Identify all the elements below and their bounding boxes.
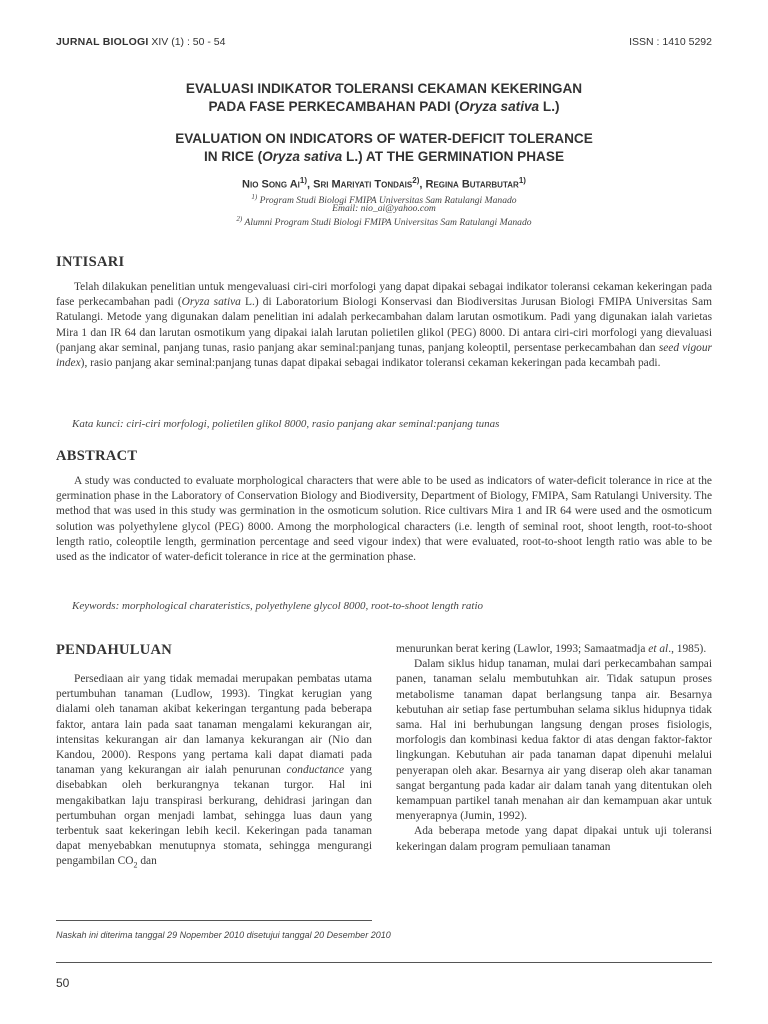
journal-name: JURNAL BIOLOGI <box>56 36 149 48</box>
intisari-text: Telah dilakukan penelitian untuk mengevaluasi ciri-ciri morfologi yang dapat dipakai sebagai indikator toleransi cekaman kekeringan pada fase perkecambahan padi (Oryza sativa L.) di Laboratorium Biologi Konservasi dan Biodiversitas Jurusan Biologi FMIPA Universitas Sam Ratulangi. Metode yang digunakan dalam penelitian ini adalah perkecambahan dalam larutan osmotikum. Padi yang digunakan ialah varietas Mira 1 dan IR 64 dan larutan osmotikum yang dipakai ialah larutan polietilen glikol (PEG) 8000. Di antara ciri-ciri morfologi yang dievaluasi (panjang akar seminal, panjang tunas, rasio panjang akar seminal:panjang tunas, panjang koleoptil, persentase perkecambahan dan seed vigour index), rasio panjang akar seminal:panjang tunas dapat dipakai sebagai indikator toleransi cekaman kekeringan pada kecambah padi. <box>56 281 712 370</box>
journal-volume: XIV (1) : 50 - 54 <box>151 36 226 48</box>
author-1: Nio Song Ai <box>242 178 300 191</box>
intro-right-column <box>396 642 712 855</box>
title-indonesian <box>56 80 712 116</box>
footnote-divider <box>56 920 372 921</box>
affiliation-2: $^{2)}$ Alumni Program Studi Biologi FMIPA Universitas Sam Ratulangi Manado <box>236 215 532 229</box>
page-number: 50 <box>56 976 70 990</box>
title-en-line2: IN RICE (Oryza sativa L.) AT THE GERMINATION PHASE <box>203 149 565 164</box>
title-en-line1: EVALUATION ON INDICATORS OF WATER-DEFICIT TOLERANCE <box>175 131 593 146</box>
title-id-line2: PADA FASE PERKECAMBAHAN PADI (Oryza sativa L.) <box>208 99 560 114</box>
author-3: Regina Butarbutar <box>425 178 519 191</box>
issn: ISSN : 1410 5292 <box>629 36 712 48</box>
author-2: Sri Mariyati Tondais <box>313 178 413 191</box>
abstract-heading: ABSTRACT <box>56 448 138 464</box>
author-email: Email: nio_ai@yahoo.com <box>332 203 436 214</box>
page-footer-divider <box>56 962 712 963</box>
intisari-keywords: Kata kunci: ciri-ciri morfologi, polietilen glikol 8000, rasio panjang akar seminal:panjang tunas <box>72 418 500 430</box>
abstract-text: A study was conducted to evaluate morphological characters that were able to be used as indicators of water-deficit tolerance in rice at the germination phase in the Laboratory of Conservation Biology and Biodiversity, Department of Biology, FMIPA, Sam Ratulangi University. The method that was used in this study was germination in the osmoticum solution. Rice cultivars Mira 1 and IR 64 were used and the osmoticum solution was polyethylene glycol (PEG) 8000. Among the morphological characters (i.e. length of seminal root, shoot length, root-to-shoot length ratio, coleoptile length, germination percentage and seed vigour index) that were evaluated, root-to-shoot length ratio was able to be used as the indicator of water-deficit tolerance in rice at the germination phase. <box>56 475 712 564</box>
received-footnote: Naskah ini diterima tanggal 29 Nopember 2010 disetujui tanggal 20 Desember 2010 <box>56 930 391 940</box>
intro-paragraph-2: Dalam siklus hidup tanaman, mulai dari perkecambahan sampai panen, tanaman selalu membutuhkan air. Tidak satupun proses metabolisme tanaman dapat berlangsung tanpa air. Besarnya kebutuhan air setiap fase pertumbuhan selama siklus hidupnya tidak sama. Hal ini berhubungan langsung dengan proses fisiologis, morfologis dan kombinasi kedua faktor di atas dengan faktor-faktor lingkungan. Kebutuhan air pada tanaman dapat dipenuhi melalui penyerapan oleh akar. Besarnya air yang diserap oleh akar tanaman sangat bergantung pada kadar air dalam tanah yang ditentukan oleh kemampuan partikel tanah menahan air dan kemampuan akar untuk menyerapnya (Jumin, 1992). <box>396 658 712 823</box>
intro-paragraph-1-cont: menurunkan berat kering (Lawlor, 1993; Samaatmadja et al., 1985). <box>396 643 707 655</box>
author-list: Nio Song Ai$^{1)}$, Sri Mariyati Tondais$^{2)}$, Regina Butarbutar$^{1)}$ <box>242 176 526 191</box>
pendahuluan-heading: PENDAHULUAN <box>56 642 173 658</box>
title-english <box>56 130 712 166</box>
journal-header <box>56 36 226 48</box>
intro-left-column <box>56 672 372 873</box>
abstract-keywords: Keywords: morphological charateristics, polyethylene glycol 8000, root-to-shoot length ratio <box>72 600 484 612</box>
intro-paragraph-1: Persediaan air yang tidak memadai merupakan pembatas utama pertumbuhan tanaman (Ludlow, 1993). Tingkat kerugian yang dialami oleh tanaman akibat kekeringan tergantung pada beberapa faktor, antara lain pada saat tanaman mengalami kekurangan air, intensitas kekurangan air dan lamanya kekurangan air (Nio dan Kandou, 2000). Respons yang pertama kali dapat diamati pada tanaman yang kekurangan air ialah penurunan conductance yang disebabkan oleh berkurangnya tekanan turgor. Hal ini mengakibatkan laju transpirasi berkurang, dehidrasi jaringan dan pertumbuhan organ menjadi lambat, sehingga luas daun yang terbentuk saat kekeringan lebih kecil. Kekeringan pada tanaman dapat menyebabkan menutupnya stomata, sehingga mengurangi pengambilan $CO_2$ dan <box>56 673 372 870</box>
affiliation-1: $^{1)}$ Program Studi Biologi FMIPA Universitas Sam Ratulangi Manado <box>251 193 517 207</box>
intro-paragraph-3: Ada beberapa metode yang dapat dipakai untuk uji toleransi kekeringan dalam program pemuliaan tanaman <box>396 825 712 853</box>
intisari-heading: INTISARI <box>56 254 125 270</box>
title-id-line1: EVALUASI INDIKATOR TOLERANSI CEKAMAN KEKERINGAN <box>185 81 583 96</box>
